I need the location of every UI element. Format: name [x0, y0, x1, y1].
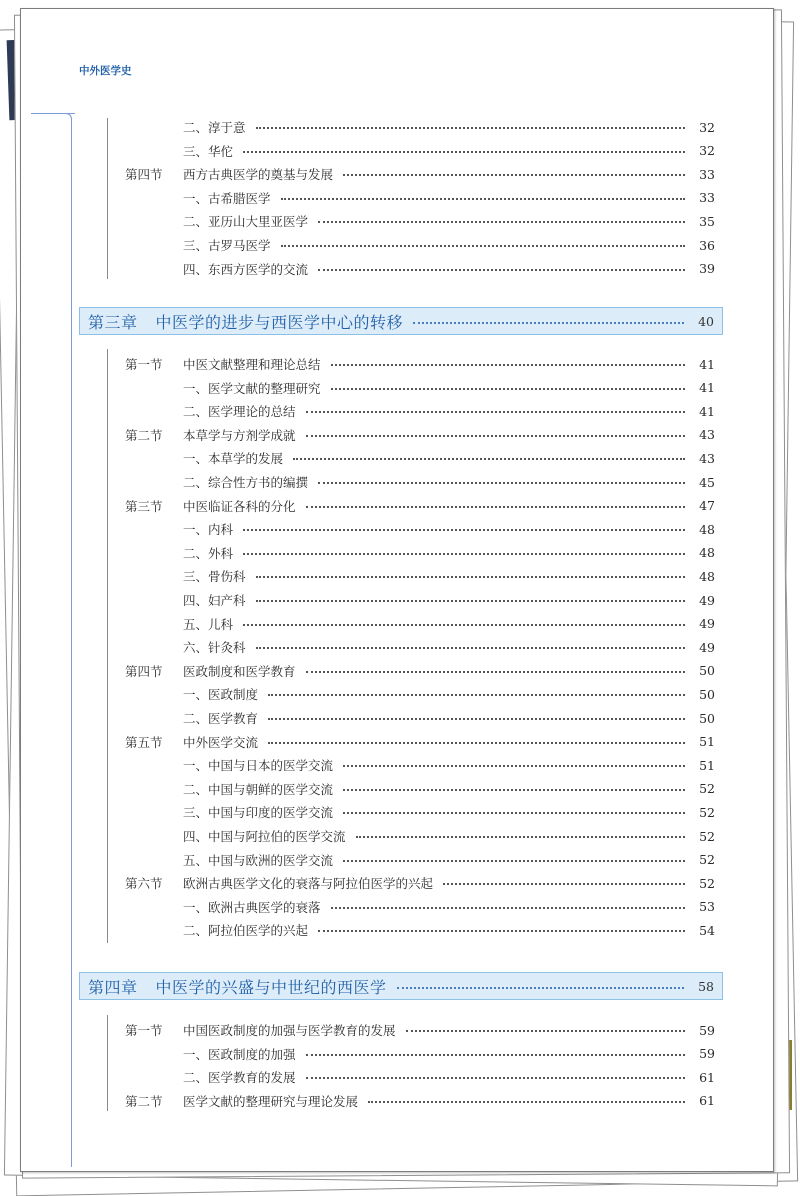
toc-subsection-entry[interactable] — [125, 754, 715, 776]
toc-subsection-entry[interactable] — [125, 447, 715, 469]
page-number: 43 — [699, 427, 715, 443]
entry-title: 三、骨伤科 — [183, 569, 246, 585]
page-number: 51 — [699, 734, 715, 750]
dot-leader — [281, 198, 685, 200]
toc-subsection-entry[interactable] — [125, 1066, 715, 1088]
entry-title: 一、本草学的发展 — [183, 451, 284, 467]
toc-subsection-entry[interactable] — [125, 589, 715, 611]
entry-title: 二、中国与朝鲜的医学交流 — [183, 781, 334, 797]
toc-subsection-entry[interactable] — [125, 683, 715, 705]
section-number: 第三节 — [125, 498, 163, 514]
page-number: 61 — [699, 1069, 715, 1085]
dot-leader — [268, 694, 685, 696]
entry-title: 四、妇产科 — [183, 593, 246, 608]
toc-section-entry[interactable] — [125, 163, 715, 185]
dot-leader — [256, 127, 685, 129]
page-number: 50 — [699, 710, 715, 726]
toc-chapter-entry[interactable] — [79, 972, 723, 1000]
dot-leader — [397, 987, 684, 989]
toc-subsection-entry[interactable] — [125, 400, 715, 422]
page-number: 32 — [699, 119, 715, 135]
entry-title: 一、内科 — [183, 522, 234, 538]
dot-leader — [256, 647, 685, 649]
dot-leader — [343, 765, 685, 767]
page-number: 51 — [699, 757, 715, 773]
page-number: 40 — [698, 313, 714, 329]
entry-title: 四、东西方医学的交流 — [183, 261, 309, 277]
toc-subsection-entry[interactable] — [125, 896, 715, 918]
page-number: 59 — [699, 1046, 715, 1062]
dot-leader — [293, 458, 685, 460]
section-group-rule — [107, 118, 108, 279]
page-number: 59 — [699, 1022, 715, 1038]
entry-title: 一、中国与日本的医学交流 — [183, 758, 334, 774]
toc-section-entry[interactable] — [125, 872, 715, 894]
toc-section-entry[interactable] — [125, 731, 715, 753]
entry-title: 一、古希腊医学 — [183, 190, 271, 206]
toc-subsection-entry[interactable] — [125, 825, 715, 847]
toc-page — [20, 8, 774, 1172]
dot-leader — [406, 1030, 685, 1032]
entry-title: 本草学与方剂学成就 — [183, 427, 296, 443]
page-number: 48 — [699, 568, 715, 584]
dot-leader — [243, 529, 685, 531]
section-number: 第二节 — [125, 1093, 163, 1109]
entry-title: 四、中国与阿拉伯的医学交流 — [183, 829, 346, 844]
entry-title: 欧洲古典医学文化的衰落与阿拉伯医学的兴起 — [183, 876, 434, 892]
toc-subsection-entry[interactable] — [125, 258, 715, 280]
dot-leader — [318, 269, 685, 271]
dot-leader — [318, 221, 685, 223]
toc-subsection-entry[interactable] — [125, 778, 715, 800]
dot-leader — [306, 1054, 685, 1056]
entry-title: 一、医学文献的整理研究 — [183, 380, 321, 396]
page-number: 52 — [699, 781, 715, 797]
toc-subsection-entry[interactable] — [125, 801, 715, 823]
toc-subsection-entry[interactable] — [125, 116, 715, 138]
section-number: 第二节 — [125, 427, 163, 443]
section-group-rule — [107, 1015, 108, 1111]
chapter-number: 第三章 — [88, 312, 138, 332]
page-number: 49 — [699, 639, 715, 655]
dot-leader — [318, 482, 685, 484]
entry-title: 中国医政制度的加强与医学教育的发展 — [183, 1023, 396, 1038]
toc-section-entry[interactable] — [125, 660, 715, 682]
toc-subsection-entry[interactable] — [125, 613, 715, 635]
toc-subsection-entry[interactable] — [125, 1043, 715, 1065]
toc-section-entry[interactable] — [125, 424, 715, 446]
entry-title: 二、医学教育的发展 — [183, 1070, 296, 1086]
toc-section-entry[interactable] — [125, 495, 715, 517]
page-number: 52 — [699, 875, 715, 891]
section-number: 第四节 — [125, 167, 163, 183]
toc-subsection-entry[interactable] — [125, 377, 715, 399]
section-number: 第一节 — [125, 357, 163, 372]
page-number: 41 — [699, 380, 715, 396]
page-number: 58 — [698, 978, 714, 994]
section-number: 第四节 — [125, 663, 163, 679]
section-number: 第六节 — [125, 876, 163, 892]
page-number: 48 — [699, 521, 715, 537]
page-number: 41 — [699, 356, 715, 372]
toc-subsection-entry[interactable] — [125, 210, 715, 232]
entry-title: 三、华佗 — [183, 143, 234, 159]
dot-leader — [281, 245, 685, 247]
toc-section-entry[interactable] — [125, 1090, 715, 1112]
page-number: 54 — [699, 922, 715, 938]
entry-title: 二、淳于意 — [183, 120, 246, 135]
dot-leader — [243, 624, 685, 626]
dot-leader — [306, 435, 685, 437]
margin-rule — [71, 119, 72, 1167]
page-number: 61 — [699, 1093, 715, 1109]
page-number: 47 — [699, 498, 715, 514]
page-number: 33 — [699, 190, 715, 206]
dot-leader — [243, 151, 685, 153]
toc-subsection-entry[interactable] — [125, 636, 715, 658]
dot-leader — [331, 907, 685, 909]
entry-title: 二、医学教育 — [183, 711, 259, 726]
dot-leader — [256, 576, 685, 578]
dot-leader — [306, 506, 685, 508]
page-number: 43 — [699, 450, 715, 466]
entry-title: 一、医政制度 — [183, 687, 259, 703]
dot-leader — [243, 553, 685, 555]
toc-subsection-entry[interactable] — [125, 140, 715, 162]
page-number: 35 — [699, 213, 715, 229]
chapter-title — [80, 975, 387, 998]
entry-title: 中外医学交流 — [183, 734, 259, 750]
toc-subsection-entry[interactable] — [125, 471, 715, 493]
toc-subsection-entry[interactable] — [125, 187, 715, 209]
dot-leader — [343, 789, 685, 791]
dot-leader — [356, 836, 685, 838]
dot-leader — [331, 388, 685, 390]
dot-leader — [256, 600, 685, 602]
toc-subsection-entry[interactable] — [125, 919, 715, 941]
entry-title: 一、医政制度的加强 — [183, 1046, 296, 1062]
dot-leader — [318, 930, 685, 932]
page-number: 39 — [699, 261, 715, 277]
page-number: 33 — [699, 166, 715, 182]
section-number: 第一节 — [125, 1023, 163, 1038]
page-number: 41 — [699, 403, 715, 419]
entry-title: 医学文献的整理研究与理论发展 — [183, 1093, 359, 1109]
page-number: 45 — [699, 474, 715, 490]
dot-leader — [413, 322, 684, 324]
toc-subsection-entry[interactable] — [125, 234, 715, 256]
dot-leader — [306, 411, 685, 413]
toc-subsection-entry[interactable] — [125, 518, 715, 540]
entry-title: 二、综合性方书的编撰 — [183, 475, 309, 490]
entry-title: 中医文献整理和理论总结 — [183, 357, 321, 372]
page-number: 48 — [699, 545, 715, 561]
page-number: 50 — [699, 663, 715, 679]
section-number: 第五节 — [125, 734, 163, 750]
entry-title: 二、医学理论的总结 — [183, 404, 296, 420]
entry-title: 医政制度和医学教育 — [183, 663, 296, 679]
entry-title: 五、儿科 — [183, 616, 234, 632]
toc-subsection-entry[interactable] — [125, 565, 715, 587]
dot-leader — [343, 174, 685, 176]
page-number: 49 — [699, 592, 715, 608]
page-number: 32 — [699, 143, 715, 159]
toc-subsection-entry[interactable] — [125, 707, 715, 729]
entry-title: 一、欧洲古典医学的衰落 — [183, 899, 321, 915]
entry-title: 西方古典医学的奠基与发展 — [183, 167, 334, 183]
dot-leader — [306, 1077, 685, 1079]
page-number: 52 — [699, 852, 715, 868]
toc-subsection-entry[interactable] — [125, 542, 715, 564]
entry-title: 五、中国与欧洲的医学交流 — [183, 852, 334, 868]
dot-leader — [306, 671, 685, 673]
dot-leader — [343, 812, 685, 814]
chapter-name: 中医学的进步与西医学中心的转移 — [155, 312, 404, 332]
dot-leader — [331, 364, 685, 366]
section-group-rule — [107, 349, 108, 943]
dot-leader — [368, 1101, 685, 1103]
toc-section-entry[interactable] — [125, 1019, 715, 1041]
page-number: 52 — [699, 828, 715, 844]
dot-leader — [343, 860, 685, 862]
running-header: 中外医学史 — [79, 65, 132, 77]
chapter-number: 第四章 — [88, 977, 138, 997]
page-number: 50 — [699, 686, 715, 702]
entry-title: 二、阿拉伯医学的兴起 — [183, 923, 309, 939]
dot-leader — [268, 718, 685, 720]
toc-subsection-entry[interactable] — [125, 849, 715, 871]
entry-title: 二、外科 — [183, 545, 234, 561]
toc-section-entry[interactable] — [125, 353, 715, 375]
entry-title: 三、中国与印度的医学交流 — [183, 805, 334, 821]
entry-title: 六、针灸科 — [183, 640, 246, 656]
page-number: 36 — [699, 237, 715, 253]
entry-title: 二、亚历山大里亚医学 — [183, 214, 309, 230]
page-number: 49 — [699, 616, 715, 632]
entry-title: 三、古罗马医学 — [183, 238, 271, 253]
page-number: 52 — [699, 804, 715, 820]
dot-leader — [268, 742, 685, 744]
toc-chapter-entry[interactable] — [79, 307, 723, 335]
chapter-name: 中医学的兴盛与中世纪的西医学 — [155, 977, 387, 997]
dot-leader — [443, 883, 685, 885]
entry-title: 中医临证各科的分化 — [183, 498, 296, 514]
chapter-title — [80, 310, 403, 333]
page-number: 53 — [699, 899, 715, 915]
